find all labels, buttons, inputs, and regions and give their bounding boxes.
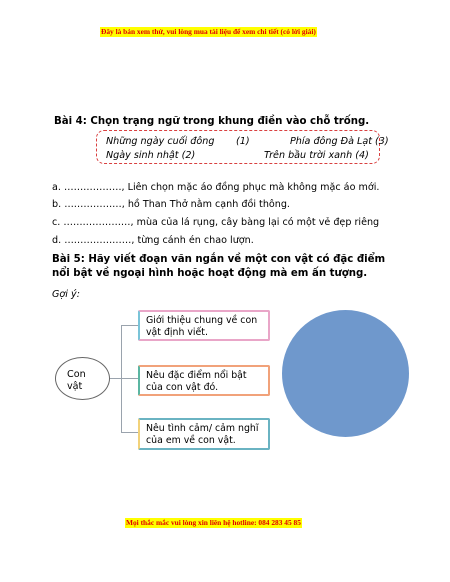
hotline-notice: Mọi thắc mắc vui lòng xin liên hệ hotline: 084 283 45 85 [126,518,301,527]
exercise-4-line-b: b. ………………, hồ Than Thở nằm cạnh đồi thông. [52,199,290,210]
option-2: Ngày sinh nhật (2) [106,150,196,161]
connector-branch-1 [121,325,139,326]
option-1: Những ngày cuối đông [106,136,215,147]
hint-label: Gợi ý: [52,289,80,300]
hint-box-features: Nêu đặc điểm nổi bật của con vật đó. [138,365,270,396]
hint-box-introduction: Giới thiệu chung về con vật định viết. [138,310,270,341]
exercise-4-line-c: c. …………………, mùa của lá rụng, cây bàng lại có một vẻ đẹp riêng [52,217,380,228]
exercise-4-line-d: d. …………………, từng cánh én chao lượn. [52,235,254,246]
center-node-label: Con vật [67,369,86,392]
blue-circle [282,310,409,437]
connector-trunk [121,325,122,433]
hint-box-feelings: Nêu tình cảm/ cảm nghĩ của em về con vật. [138,418,270,450]
exercise-5-title-line-1: Bài 5: Hãy viết đoạn văn ngắn về một con vật có đặc điểm [52,254,386,265]
preview-notice: Đây là bản xem thử, vui lòng mua tài liệu để xem chi tiết (có lời giải) [101,27,316,36]
option-1-number: (1) [236,136,250,147]
exercise-4-line-a: a. ………………, Liên chọn mặc áo đồng phục mà không mặc áo mới. [52,182,380,193]
connector-branch-2 [121,378,139,379]
connector-branch-3 [121,432,139,433]
exercise-5-title-line-2: nổi bật về ngoại hình hoặc hoạt động mà em ấn tượng. [52,268,368,279]
option-4: Trên bầu trời xanh (4) [264,150,369,161]
exercise-4-title: Bài 4: Chọn trạng ngữ trong khung điền vào chỗ trống. [54,116,370,127]
option-3: Phía đông Đà Lạt (3) [290,136,389,147]
